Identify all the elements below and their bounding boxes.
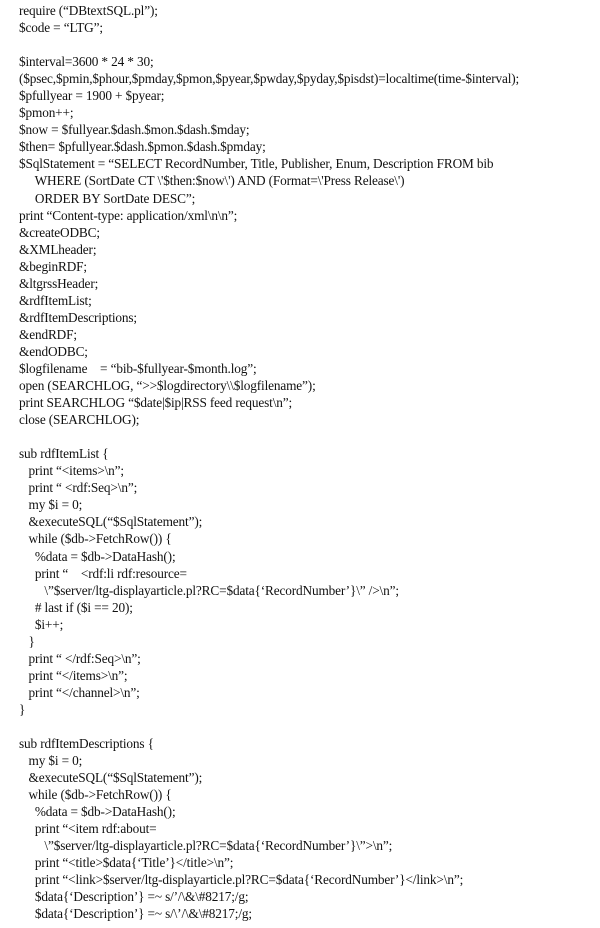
- code-line: }: [19, 701, 26, 717]
- code-line: $pfullyear = 1900 + $pyear;: [19, 88, 165, 104]
- code-line: &executeSQL(“$SqlStatement”);: [19, 514, 203, 530]
- code-line: print “ </rdf:Seq>\n”;: [19, 650, 141, 666]
- code-line: WHERE (SortDate CT \'$then:$now\') AND (Format=\'Press Release\'): [19, 173, 405, 189]
- code-line: $i++;: [19, 616, 64, 632]
- code-line: &rdfItemDescriptions;: [19, 309, 137, 325]
- code-line: require (“DBtextSQL.pl”);: [19, 3, 158, 18]
- code-line: close (SEARCHLOG);: [19, 412, 140, 428]
- code-line: print “<items>\n”;: [19, 463, 124, 479]
- code-line: $code = “LTG”;: [19, 20, 103, 36]
- code-line: ORDER BY SortDate DESC”;: [19, 190, 196, 206]
- code-line: %data = $db->DataHash();: [19, 548, 176, 564]
- code-line: print “<link>$server/ltg-displayarticle.pl?RC=$data{‘RecordNumber’}</link>\n”;: [19, 872, 464, 888]
- code-line: [19, 428, 597, 445]
- code-line: &executeSQL(“$SqlStatement”);: [19, 770, 203, 786]
- code-line: \”$server/ltg-displayarticle.pl?RC=$data{‘RecordNumber’}\”>\n”;: [19, 838, 393, 854]
- code-line: [19, 36, 597, 53]
- code-line: # last if ($i == 20);: [19, 599, 133, 615]
- code-line: &beginRDF;: [19, 258, 87, 274]
- code-line: }: [19, 633, 35, 649]
- code-line: $then= $pfullyear.$dash.$pmon.$dash.$pmday;: [19, 139, 266, 155]
- code-line: $interval=3600 * 24 * 30;: [19, 54, 154, 70]
- code-line: print “Content-type: application/xml\n\n”;: [19, 207, 238, 223]
- perl-code-listing: [19, 2, 597, 923]
- code-line: print “ <rdf:Seq>\n”;: [19, 480, 138, 496]
- code-line: print “ <rdf:li rdf:resource=: [19, 565, 187, 581]
- code-line: my $i = 0;: [19, 497, 83, 513]
- code-line: &XMLheader;: [19, 241, 97, 257]
- code-line: print “<item rdf:about=: [19, 821, 157, 837]
- code-line: %data = $db->DataHash();: [19, 804, 176, 820]
- code-line: $pmon++;: [19, 105, 74, 121]
- code-line: &endODBC;: [19, 343, 88, 359]
- code-line: &createODBC;: [19, 224, 100, 240]
- code-line: [19, 718, 597, 735]
- code-line: &endRDF;: [19, 326, 77, 342]
- code-line: ($psec,$pmin,$phour,$pmday,$pmon,$pyear,$pwday,$pyday,$pisdst)=localtime(time-$interval);: [19, 71, 520, 87]
- code-line: while ($db->FetchRow()) {: [19, 531, 172, 547]
- code-line: while ($db->FetchRow()) {: [19, 787, 172, 803]
- code-line: open (SEARCHLOG, “>>$logdirectory\\$logfilename”);: [19, 378, 316, 394]
- code-line: $SqlStatement = “SELECT RecordNumber, Title, Publisher, Enum, Description FROM bib: [19, 156, 494, 172]
- code-line: \”$server/ltg-displayarticle.pl?RC=$data{‘RecordNumber’}\” />\n”;: [19, 582, 399, 598]
- code-line: $data{‘Description’} =~ s/’/\&\#8217;/g;: [19, 889, 249, 905]
- code-line: print SEARCHLOG “$date|$ip|RSS feed request\n”;: [19, 395, 293, 411]
- code-line: print “<title>$data{‘Title’}</title>\n”;: [19, 855, 234, 871]
- code-line: sub rdfItemList {: [19, 446, 109, 462]
- code-line: $now = $fullyear.$dash.$mon.$dash.$mday;: [19, 122, 250, 138]
- code-line: &ltgrssHeader;: [19, 275, 99, 291]
- code-line: $data{‘Description’} =~ s/\’/\&\#8217;/g;: [19, 906, 252, 922]
- code-line: sub rdfItemDescriptions {: [19, 736, 154, 752]
- code-line: print “</items>\n”;: [19, 667, 128, 683]
- code-line: &rdfItemList;: [19, 292, 92, 308]
- code-line: my $i = 0;: [19, 753, 83, 769]
- code-line: $logfilename = “bib-$fullyear-$month.log”;: [19, 360, 257, 376]
- code-line: print “</channel>\n”;: [19, 684, 140, 700]
